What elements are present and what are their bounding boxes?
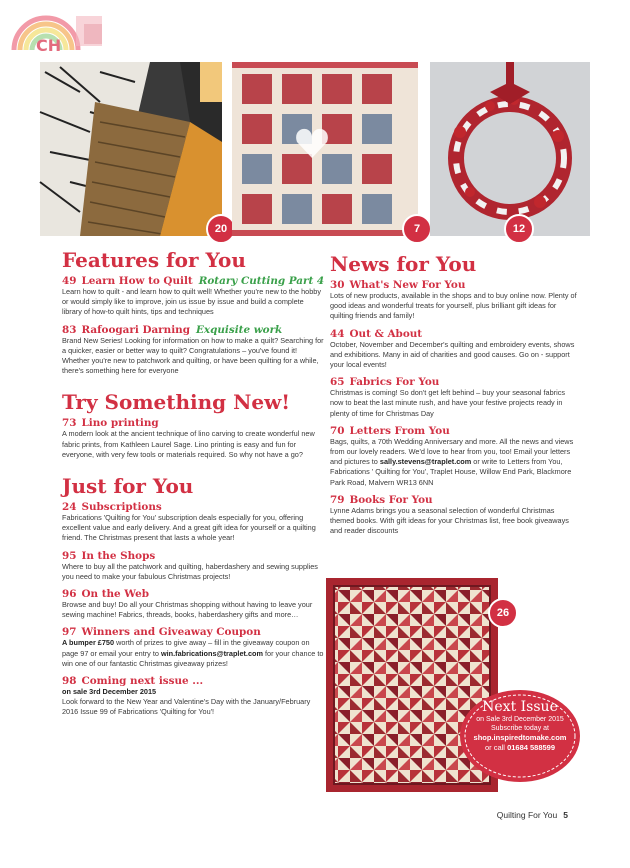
page-number: 65 xyxy=(330,376,345,389)
item-tag: Rotary Cutting Part 4 xyxy=(198,275,325,287)
item-title: Fabrics For You xyxy=(349,376,440,389)
just-item xyxy=(62,626,324,669)
email-link[interactable]: sally.stevens@traplet.com xyxy=(379,457,472,467)
page-number: 98 xyxy=(62,675,77,688)
item-title: What's New For You xyxy=(349,279,466,291)
news-item xyxy=(330,425,580,488)
feature-item xyxy=(62,324,324,377)
item-title: Subscriptions xyxy=(81,501,162,514)
page-number: 30 xyxy=(330,279,345,291)
news-item xyxy=(330,279,580,322)
item-text: Lynne Adams brings you a seasonal selection of wonderful Christmas themed books. With gift ideas for your Christmas list, free book giveaways and reader discounts xyxy=(330,505,569,536)
features-heading: Features for You xyxy=(62,248,246,272)
page-number: 24 xyxy=(62,501,77,514)
just-item xyxy=(62,588,324,620)
page-footer xyxy=(497,810,568,820)
next-issue-sale-date: on Sale 3rd December 2015 xyxy=(476,716,564,723)
logo-text: CH xyxy=(36,36,62,55)
item-text: Fabrications 'Quilting for You' subscription deals especially for you, offering excellent value and early delivery. And a great gift idea for yourself or a quilting friend. The Christmas present that lasts a whole year! xyxy=(62,513,316,543)
page-number: 96 xyxy=(62,588,77,601)
item-subtitle: on sale 3rd December 2015 xyxy=(62,687,157,697)
news-heading: News for You xyxy=(330,252,477,276)
news-item xyxy=(330,376,580,419)
photo-rafoogari-quilt xyxy=(232,62,421,236)
item-text-bold: A bumper £750 xyxy=(62,638,115,648)
item-title: Coming next issue ... xyxy=(81,675,204,688)
just-item xyxy=(62,550,324,582)
right-column xyxy=(330,252,580,542)
phone-number[interactable]: 01684 588599 xyxy=(507,743,556,752)
item-title: Winners and Giveaway Coupon xyxy=(81,626,261,639)
item-text: A modern look at the ancient technique of lino carving to create wonderful new fabric prints, from Kathleen Laurel Sage. Lino printing is easy and fun for everyone, with very few tools or materials required. So why not have a go? xyxy=(62,429,315,459)
item-text: Look forward to the New Year and Valentine's Day with the January/February 2016 Issue 99 of Fabrications 'Quilting for You'! xyxy=(62,697,311,717)
page-badge: 12 xyxy=(504,214,534,244)
page-number: 49 xyxy=(62,275,77,287)
page-number: 95 xyxy=(62,549,77,562)
next-issue-subscribe: Subscribe today at xyxy=(491,725,549,732)
item-text xyxy=(330,437,580,488)
item-title: In the Shops xyxy=(81,549,156,562)
item-text xyxy=(62,638,324,669)
page-badge: 7 xyxy=(402,214,432,244)
page-number: 44 xyxy=(330,327,345,340)
item-title: Books For You xyxy=(349,493,433,506)
just-item xyxy=(62,501,324,544)
email-link[interactable]: win.fabrications@traplet.com xyxy=(160,648,263,658)
page-number: 73 xyxy=(62,417,77,430)
page-number: 79 xyxy=(330,493,345,506)
magazine-logo xyxy=(6,6,106,64)
feature-item xyxy=(62,275,324,318)
photo-christmas-wreath xyxy=(430,62,590,236)
news-item xyxy=(330,494,580,537)
just-for-you-heading: Just for You xyxy=(62,474,194,499)
page-number-footer: 5 xyxy=(563,810,568,820)
page-number: 70 xyxy=(330,424,345,437)
shop-url-link[interactable]: shop.inspiredtomake.com xyxy=(473,733,567,742)
news-item xyxy=(330,328,580,371)
item-title: Lino printing xyxy=(81,417,159,430)
photo-rotary-quilt xyxy=(40,62,228,236)
phone-label: or call xyxy=(484,743,505,752)
page-badge: 26 xyxy=(488,598,518,628)
item-text-part: or write to Letters from You, Fabrications ' Quilting for You', Traplet House, Willow End Park, Blackmore Park Road, Malvern WR13 6NN xyxy=(330,457,572,487)
item-title: Rafoogari Darning xyxy=(81,323,190,336)
left-column xyxy=(62,248,324,723)
page-number: 83 xyxy=(62,323,77,336)
item-text: Brand New Series! Looking for information on how to make a quilt? Searching for a quicker, easier or better way to quilt? Congratulations – you've found it! Whether you're new to patchwork and quilting, or have been quilting for a while, there's something here for everyone xyxy=(62,335,324,376)
item-title: Out & About xyxy=(349,327,423,340)
magazine-name: Quilting For You xyxy=(496,810,558,820)
just-item xyxy=(62,675,324,717)
item-title: On the Web xyxy=(81,588,149,601)
page-badge: 20 xyxy=(206,214,236,244)
item-text-part: for your chance to win one of our fantastic Christmas giveaway prizes! xyxy=(62,648,324,668)
page-number: 97 xyxy=(62,626,77,639)
try-new-heading: Try Something New! xyxy=(62,390,291,415)
item-text: Where to buy all the patchwork and quilting, haberdashery and sewing supplies you need to make your fabulous Christmas projects! xyxy=(62,561,318,581)
next-issue-badge[interactable] xyxy=(458,688,582,784)
item-text-part: Bags, quilts, a 70th Wedding Anniversary and more. All the news and views from our lovely readers. We'd love to hear from you, too! Email your letters and pictures to xyxy=(330,436,574,467)
item-text: October, November and December's quilting and embroidery events, shows and exhibitions. Many in aid of charities and good causes. Go on - support your local events! xyxy=(330,339,575,370)
item-title: Learn How to Quilt xyxy=(81,275,193,287)
item-text-part: worth of prizes to give away – fill in the giveaway coupon on page 97 or email your entry to xyxy=(62,638,310,658)
item-text: Learn how to quilt - and learn how to quilt well! Whether you're new to the hobby or would simply like to improve, join us issue by issue and build a complete library of how-to quilt hints, tips and techniques xyxy=(62,287,321,317)
item-tag: Exquisite work xyxy=(195,323,283,336)
item-title: Letters From You xyxy=(349,424,450,437)
item-text: Christmas is coming! So don't get left behind – buy your seasonal fabrics now to beat the last minute rush, and have your festive projects ready in plenty of time for Christmas Day xyxy=(330,388,566,418)
item-text: Lots of new products, available in the shops and to buy online now. Plenty of good ideas and wonderful treats for yourself, plus brilliant gift ideas for quilting friends and family! xyxy=(330,291,577,321)
try-item xyxy=(62,417,324,460)
next-issue-title: Next Issue xyxy=(482,699,558,715)
item-text: Browse and buy! Do all your Christmas shopping without having to leave your sewing machine! Fabrics, threads, books, haberdashery gifts and more… xyxy=(62,600,313,620)
